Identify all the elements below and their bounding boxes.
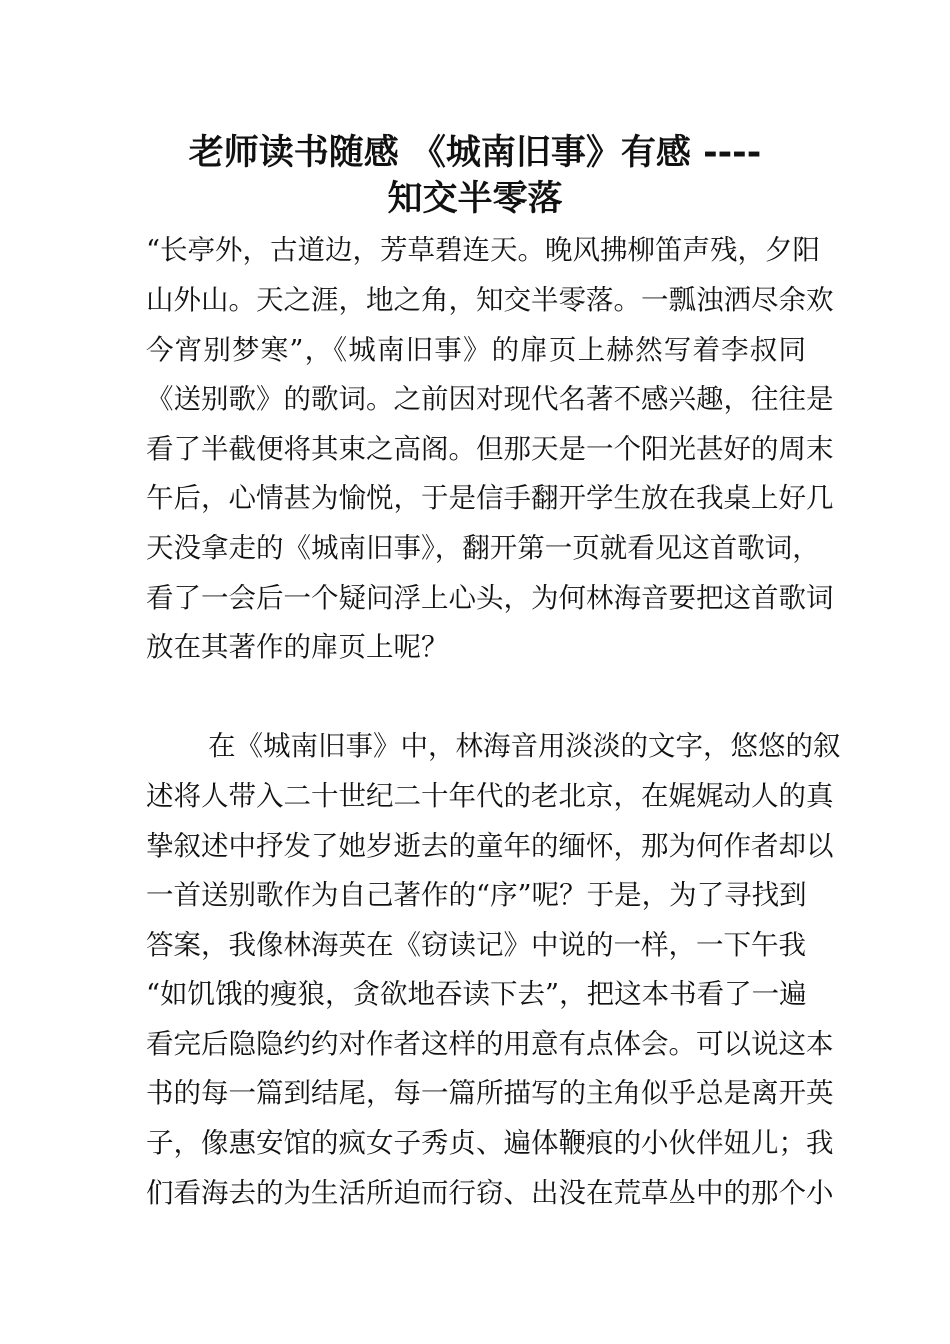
- paragraph-1-line: 放在其著作的扉页上呢？: [146, 631, 449, 663]
- paragraph-1-line: 看了一会后一个疑问浮上心头，为何林海音要把这首歌词: [146, 582, 834, 614]
- paragraph-1-line: 看了半截便将其束之高阁。但那天是一个阳光甚好的周末: [146, 433, 834, 465]
- paragraph-2-line: 答案，我像林海英在《窃读记》中说的一样，一下午我: [146, 929, 806, 961]
- paragraph-2-line: “如饥饿的瘦狼，贪欲地吞读下去”，把这本书看了一遍: [146, 978, 807, 1010]
- paragraph-2-line: 们看海去的为生活所迫而行窃、出没在荒草丛中的那个小: [146, 1177, 834, 1209]
- paragraph-2-line: 子，像惠安馆的疯女子秀贞、遍体鞭痕的小伙伴妞儿；我: [146, 1127, 834, 1159]
- paragraph-2-line: 一首送别歌作为自己著作的“序”呢？于是，为了寻找到: [146, 879, 807, 911]
- document-title-line-1: 老师读书随感 《城南旧事》有感 ----: [188, 133, 762, 173]
- paragraph-1-line: 午后，心情甚为愉悦，于是信手翻开学生放在我桌上好几: [146, 482, 834, 514]
- paragraph-1-line: 山外山。天之涯，地之角，知交半零落。一瓢浊洒尽余欢: [146, 284, 834, 316]
- paragraph-2-line: 在《城南旧事》中，林海音用淡淡的文字，悠悠的叙: [208, 730, 841, 762]
- paragraph-1-line: 天没拿走的《城南旧事》，翻开第一页就看见这首歌词，: [146, 532, 820, 564]
- paragraph-2-line: 看完后隐隐约约对作者这样的用意有点体会。可以说这本: [146, 1028, 834, 1060]
- paragraph-2-line: 挚叙述中抒发了她岁逝去的童年的缅怀，那为何作者却以: [146, 830, 834, 862]
- paragraph-2-line: 述将人带入二十世纪二十年代的老北京，在娓娓动人的真: [146, 780, 834, 812]
- paragraph-1-line: “长亭外，古道边，芳草碧连天。晚风拂柳笛声残，夕阳: [146, 234, 821, 266]
- paragraph-2-line: 书的每一篇到结尾，每一篇所描写的主角似乎总是离开英: [146, 1077, 834, 1109]
- paragraph-1-line: 《送别歌》的歌词。之前因对现代名著不感兴趣，往往是: [146, 383, 834, 415]
- document-title-line-2: 知交半零落: [387, 179, 563, 219]
- paragraph-1-line: 今宵别梦寒”，《城南旧事》的扉页上赫然写着李叔同: [146, 334, 806, 366]
